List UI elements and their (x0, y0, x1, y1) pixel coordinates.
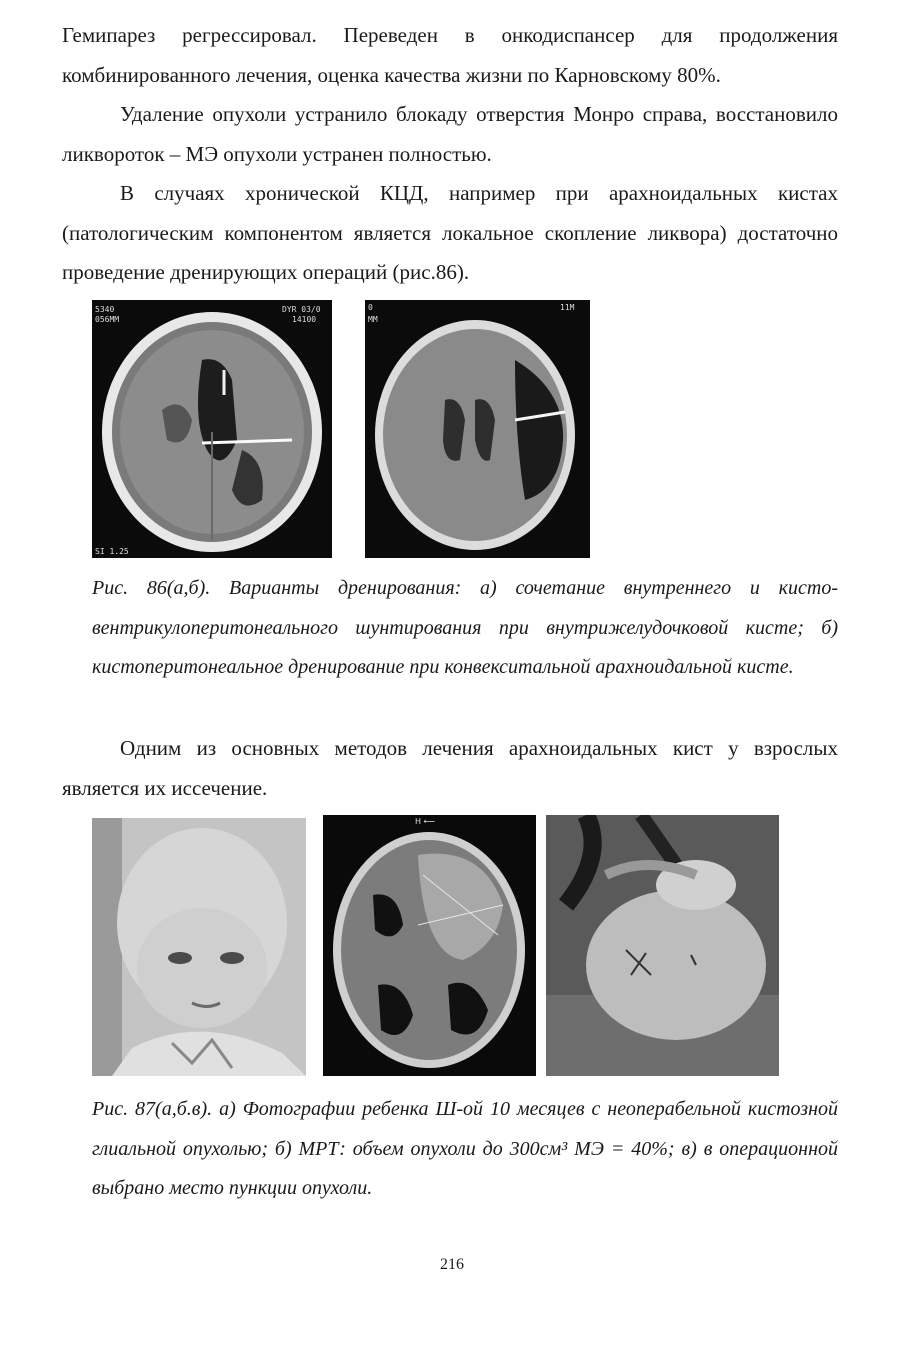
figure-87-caption: Рис. 87(а,б.в). а) Фотографии ребенка Ш-ой 10 месяцев с неоперабельной кистозной глиальной опухолью; б) МРТ: объем опухоли до 300см³ МЭ = 40%; в) в операционной выбрано место пункции опухоли. (92, 1098, 838, 1199)
paragraph-excision: Одним из основных методов лечения арахноидальных кист у взрослых является их иссечение. (62, 736, 838, 800)
page-number: 216 (440, 1256, 464, 1273)
paragraph-hemiparesis: Гемипарез регрессировал. Переведен в онкодиспансер для продолжения комбинированного лечения, оценка качества жизни по Карновскому 80%. (62, 23, 838, 87)
mri-scan (323, 815, 536, 1076)
paragraph-drainage: В случаях хронической КЦД, например при арахноидальных кистах (патологическим компонентом является локальное скопление ликвора) достаточно проведение дренирующих операций (рис.86). (62, 181, 838, 284)
scan-a-label-top-left-2: 056MM (95, 315, 120, 324)
scan-a-label-top-left: 5340 (95, 305, 115, 314)
scan-a-label-top-right-2: 14100 (292, 315, 317, 324)
operating-room-photo (546, 815, 779, 1076)
ct-scan-a (92, 300, 332, 558)
scan-a-label-top-right: DYR 03/0 (282, 305, 321, 314)
scan-b-label-top-left-2: MM (368, 315, 378, 324)
paragraph-tumor-removal: Удаление опухоли устранило блокаду отверстия Монро справа, восстановило ликвороток – МЭ опухоли устранен полностью. (62, 102, 838, 166)
child-photo (92, 818, 306, 1076)
scan-a-label-bottom-left: SI 1.25 (95, 547, 129, 556)
figure-86-caption: Рис. 86(а,б). Варианты дренирования: а) сочетание внутреннего и кисто-вентрикулоперитонеального шунтирования при внутрижелудочковой кисте; б) кистоперитонеальное дренирование при конвекситальной арахноидальной кисте. (92, 577, 838, 678)
ct-scan-b (365, 300, 590, 558)
scan-b-label-top-right: 11M (560, 303, 575, 312)
scan-b-label-top-left: 0 (368, 303, 373, 312)
mri-orientation-marker: H ⟵ (415, 817, 436, 826)
